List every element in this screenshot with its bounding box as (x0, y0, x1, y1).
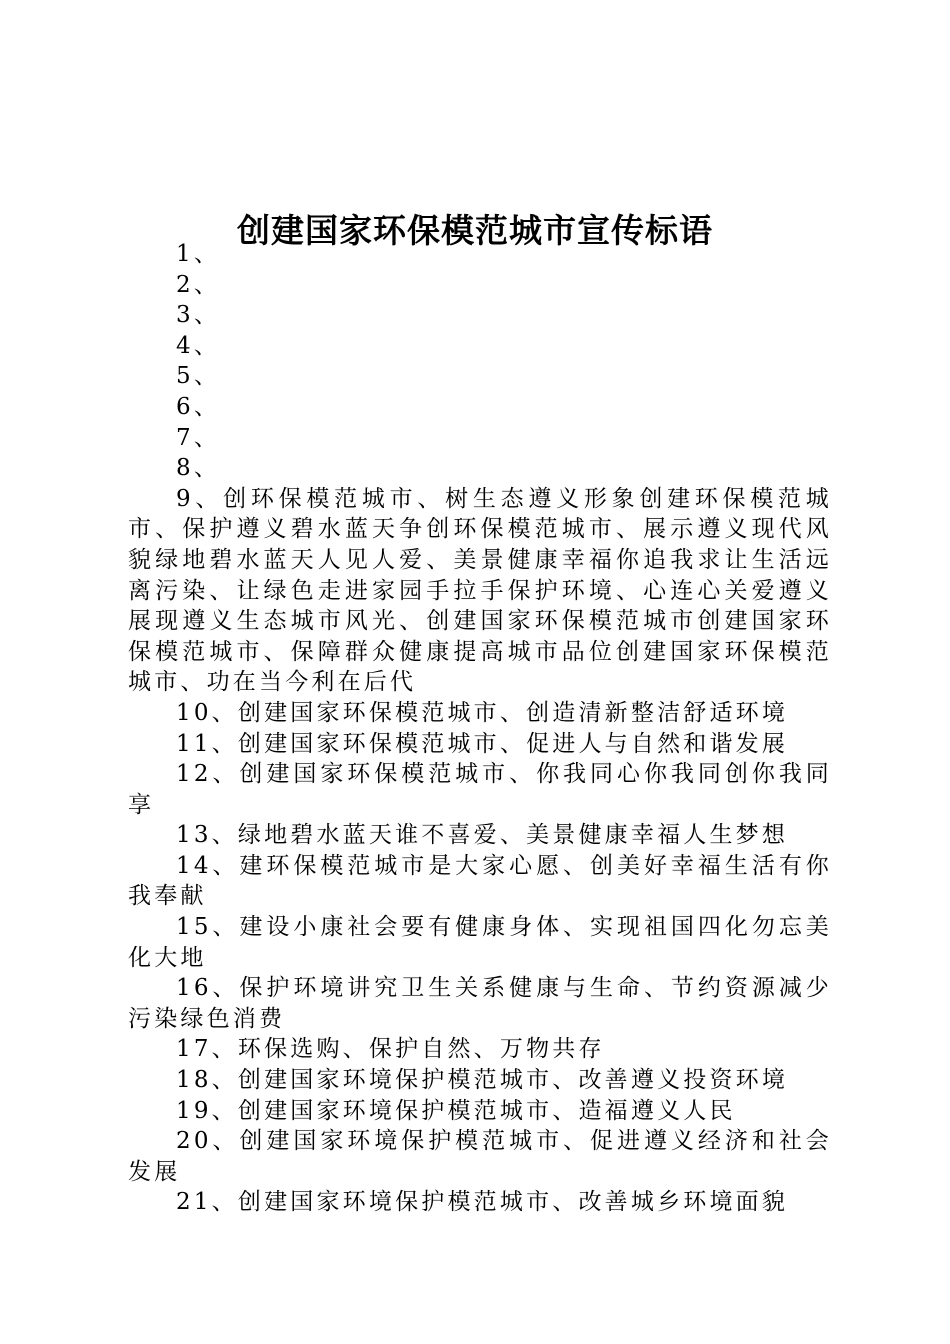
list-item: 6、 (176, 393, 221, 420)
page-title: 创建国家环保模范城市宣传标语 (237, 211, 713, 251)
list-item: 18、创建国家环境保护模范城市、改善遵义投资环境 (176, 1067, 789, 1094)
list-item: 4、 (176, 332, 221, 359)
list-item: 3、 (176, 302, 221, 329)
list-item: 19、创建国家环境保护模范城市、造福遵义人民 (176, 1097, 736, 1124)
list-item: 8、 (176, 455, 221, 482)
list-item: 21、创建国家环境保护模范城市、改善城乡环境面貌 (176, 1189, 789, 1216)
list-item: 12、创建国家环保模范城市、你我同心你我同创你我同享 (128, 761, 832, 818)
list-item: 16、保护环境讲究卫生关系健康与生命、节约资源减少污染绿色消费 (128, 975, 832, 1032)
list-item: 9、创环保模范城市、树生态遵义形象创建环保模范城市、保护遵义碧水蓝天争创环保模范城市、展示遵义现代风貌绿地碧水蓝天人见人爱、美景健康幸福你追我求让生活远离污染、让绿色走进家园手拉手保护环境、心连心关爱遵义展现遵义生态城市风光、创建国家环保模范城市创建国家环保模范城市、保障群众健康提高城市品位创建国家环保模范城市、功在当今利在后代 (128, 485, 832, 696)
list-item: 11、创建国家环保模范城市、促进人与自然和谐发展 (176, 730, 789, 757)
slogan-list (128, 239, 832, 1218)
list-item: 14、建环保模范城市是大家心愿、创美好幸福生活有你我奉献 (128, 852, 832, 910)
list-item: 15、建设小康社会要有健康身体、实现祖国四化勿忘美化大地 (128, 914, 832, 971)
list-item: 5、 (176, 363, 221, 390)
list-item: 1、 (176, 241, 221, 267)
list-item: 13、绿地碧水蓝天谁不喜爱、美景健康幸福人生梦想 (176, 822, 789, 849)
list-item: 7、 (176, 424, 221, 451)
list-item: 2、 (176, 271, 221, 298)
list-item: 17、环保选购、保护自然、万物共存 (176, 1036, 605, 1063)
list-item: 10、创建国家环保模范城市、创造清新整洁舒适环境 (176, 699, 789, 726)
list-item: 20、创建国家环境保护模范城市、促进遵义经济和社会发展 (128, 1128, 832, 1185)
